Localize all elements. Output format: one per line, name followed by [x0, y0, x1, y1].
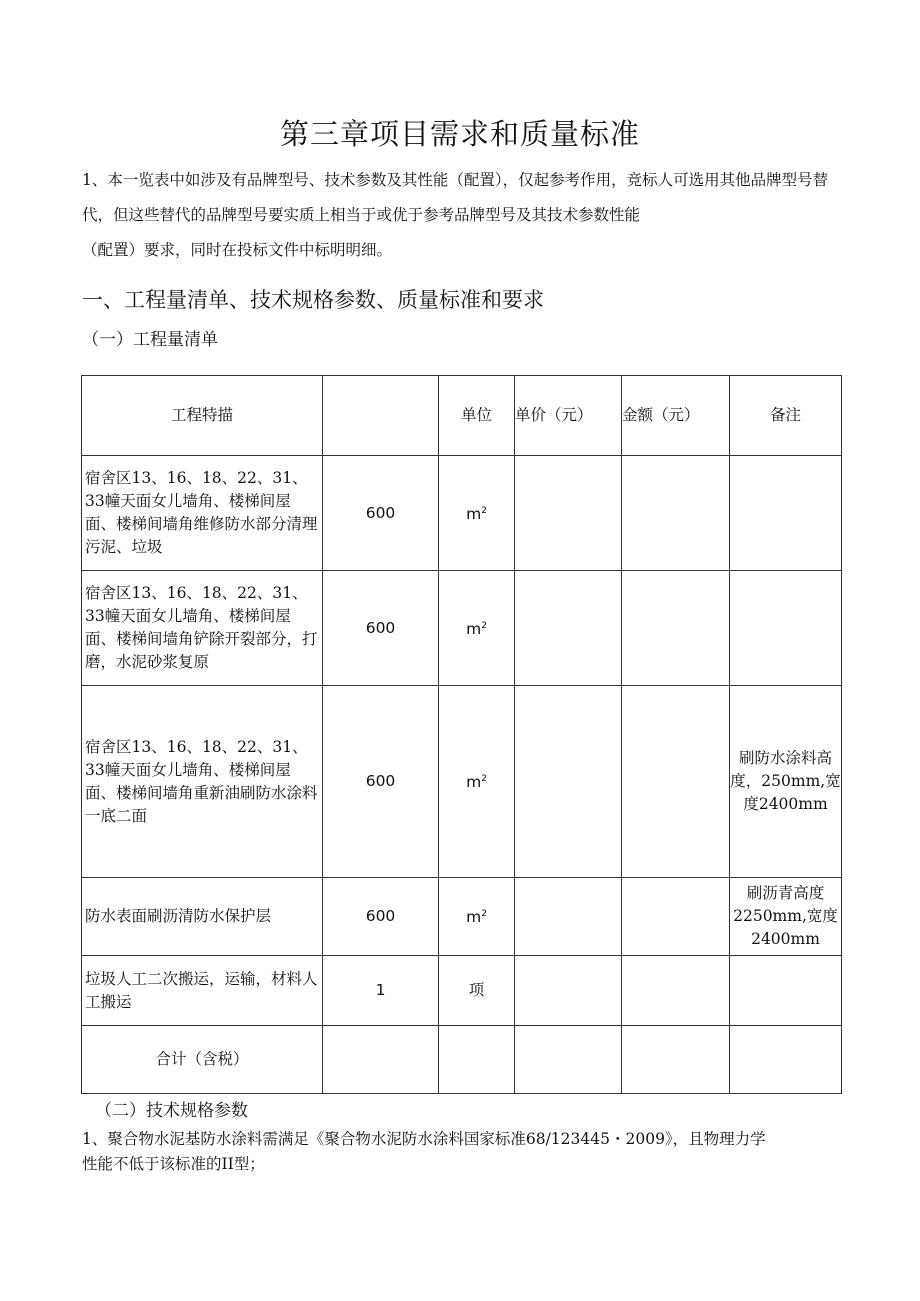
row-5-amount [622, 956, 730, 1026]
row-1-unit-text: m [466, 505, 482, 524]
row-3-qty: 600 [323, 686, 439, 878]
header-amount: 金额（元） [622, 376, 730, 456]
header-qty [323, 376, 439, 456]
row-1-desc: 宿舍区13、16、18、22、31、33幢天面女儿墙角、楼梯间屋面、楼梯间墙角维修防水部分清理污泥、垃圾 [82, 456, 323, 571]
spec-line-1: 1、聚合物水泥基防水涂料需满足《聚合物水泥防水涂料国家标准68/123445・2009》，且物理力学 [82, 1130, 766, 1148]
row-4-remark: 刷沥青高度2250mm,宽度2400mm [730, 878, 842, 956]
row-3-amount [622, 686, 730, 878]
row-4-unit-text: m [466, 908, 482, 927]
row-1-amount [622, 456, 730, 571]
total-unit [439, 1026, 515, 1094]
row-2-unit-price [515, 571, 622, 686]
table-row [82, 878, 842, 956]
row-1-remark [730, 456, 842, 571]
row-5-unit: 项 [439, 956, 515, 1026]
total-remark [730, 1026, 842, 1094]
row-2-desc: 宿舍区13、16、18、22、31、33幢天面女儿墙角、楼梯间屋面、楼梯间墙角铲除开裂部分，打磨，水泥砂浆复原 [82, 571, 323, 686]
spec-line-2: 性能不低于该标准的II型； [82, 1155, 265, 1173]
subsection-2-heading: （二）技术规格参数 [95, 1101, 248, 1121]
row-1-unit [439, 456, 515, 571]
row-2-unit-sup: 2 [481, 620, 487, 631]
header-unit: 单位 [439, 376, 515, 456]
intro-line-2: 代，但这些替代的品牌型号要实质上相当于或优于参考品牌型号及其技术参数性能 [82, 206, 641, 224]
total-qty [323, 1026, 439, 1094]
row-2-unit [439, 571, 515, 686]
header-desc: 工程特描 [82, 376, 323, 456]
row-3-remark: 刷防水涂料高度，250mm,宽度2400mm [730, 686, 842, 878]
row-4-desc: 防水表面刷沥清防水保护层 [82, 878, 323, 956]
row-3-unit [439, 686, 515, 878]
row-2-amount [622, 571, 730, 686]
row-1-unit-price [515, 456, 622, 571]
table-row [82, 571, 842, 686]
page-title: 第三章项目需求和质量标准 [279, 117, 640, 151]
total-unit-price [515, 1026, 622, 1094]
subsection-1-heading: （一）工程量清单 [82, 330, 218, 350]
row-3-unit-text: m [466, 773, 482, 792]
row-4-unit-price [515, 878, 622, 956]
header-remark: 备注 [730, 376, 842, 456]
row-1-qty: 600 [323, 456, 439, 571]
row-5-desc: 垃圾人工二次搬运，运输，材料人工搬运 [82, 956, 323, 1026]
row-2-remark [730, 571, 842, 686]
row-1-unit-sup: 2 [481, 505, 487, 516]
table-total-row [82, 1026, 842, 1094]
header-unit-price: 单价（元） [515, 376, 622, 456]
section-1-heading: 一、工程量清单、技术规格参数、质量标准和要求 [82, 288, 544, 312]
intro-line-1: 1、本一览表中如涉及有品牌型号、技术参数及其性能（配置），仅起参考作用，竞标人可选用其他品牌型号替 [82, 171, 829, 189]
intro-line-3: （配置）要求，同时在投标文件中标明明细。 [82, 241, 393, 259]
row-3-unit-price [515, 686, 622, 878]
row-2-unit-text: m [466, 620, 482, 639]
bill-of-quantities-table [81, 375, 842, 1094]
row-4-unit-sup: 2 [481, 909, 487, 920]
table-row [82, 456, 842, 571]
table-header-row [82, 376, 842, 456]
row-2-qty: 600 [323, 571, 439, 686]
total-amount [622, 1026, 730, 1094]
row-5-unit-price [515, 956, 622, 1026]
total-label: 合计（含税） [82, 1026, 323, 1094]
row-5-qty: 1 [323, 956, 439, 1026]
row-3-unit-sup: 2 [481, 774, 487, 785]
row-5-remark [730, 956, 842, 1026]
row-4-unit [439, 878, 515, 956]
table-row [82, 686, 842, 878]
row-4-amount [622, 878, 730, 956]
table-row [82, 956, 842, 1026]
row-3-desc: 宿舍区13、16、18、22、31、33幢天面女儿墙角、楼梯间屋面、楼梯间墙角重新油刷防水涂料一底二面 [82, 686, 323, 878]
row-4-qty: 600 [323, 878, 439, 956]
